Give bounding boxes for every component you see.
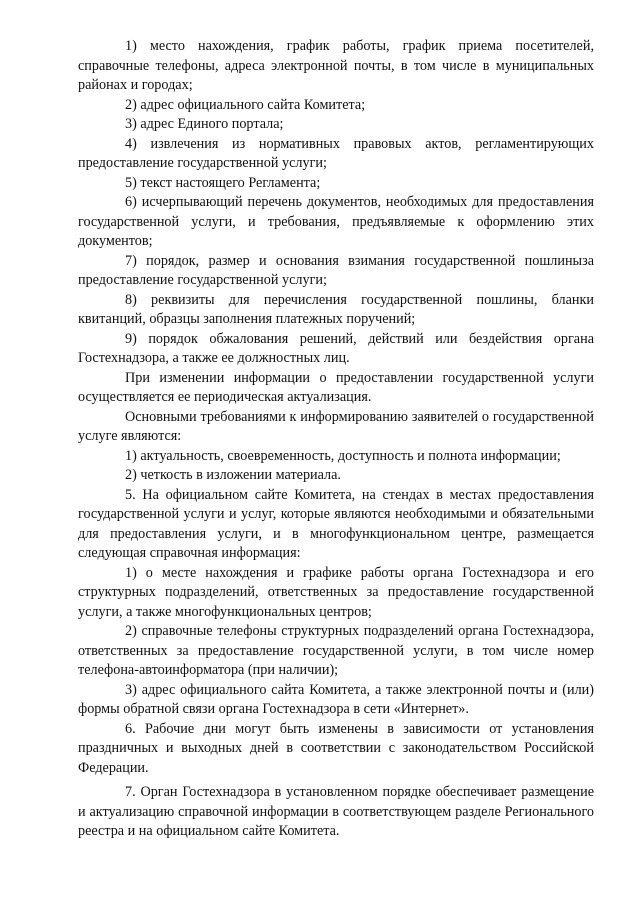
paragraph-info-regulation-text: 5) текст настоящего Регламента;: [125, 174, 321, 191]
paragraph-info-legal-extracts: 4) извлечения из нормативных правовых актов, регламентирующих предоставление государственной услуги;: [78, 135, 594, 171]
paragraph-requirement-relevance: 1) актуальность, своевременность, доступность и полнота информации;: [125, 447, 561, 464]
paragraph-section-7: 7. Орган Гостехнадзора в установленном порядке обеспечивает размещение и актуализацию справочной информации в соответствующем разделе Регионального реестра и на официальном сайте Комитета.: [78, 784, 594, 839]
paragraph-section-5: 5. На официальном сайте Комитета, на стендах в местах предоставления государственной услуги и услуг, которые являются необходимыми и обязательными для предоставления услуги, и в многофункциональном центре, размещается следующая справочная информация:: [78, 486, 594, 561]
paragraph-info-website: 2) адрес официального сайта Комитета;: [125, 96, 366, 113]
paragraph-info-appeal: 9) порядок обжалования решений, действий или бездействия органа Гостехнадзора, а также ее должностных лиц.: [78, 330, 594, 366]
paragraph-info-location: 1) место нахождения, график работы, график приема посетителей, справочные телефоны, адреса электронной почты, в том числе в муниципальных районах и городах;: [78, 38, 594, 93]
paragraph-ref-phones: 2) справочные телефоны структурных подразделений органа Гостехнадзора, ответственных за предоставление государственной услуги, в том числе номер телефона-автоинформатора (при наличии);: [78, 623, 594, 678]
document-page: [78, 37, 594, 842]
paragraph-requirement-clarity: 2) четкость в изложении материала.: [125, 467, 341, 483]
paragraph-ref-location: 1) о месте нахождения и графике работы органа Гостехнадзора и его структурных подразделений, ответственных за предоставление государственной услуги, а также многофункциональных центров;: [78, 564, 594, 620]
paragraph-info-portal: 3) адрес Единого портала;: [125, 116, 284, 132]
paragraph-ref-website: 3) адрес официального сайта Комитета, а также электронной почты и (или) формы обратной связи органа Гостехнадзора в сети «Интернет».: [78, 681, 594, 717]
paragraph-update-notice: При изменении информации о предоставлении государственной услуги осуществляется ее периодическая актуализация.: [78, 369, 594, 405]
paragraph-requirements-intro: Основными требованиями к информированию заявителей о государственной услуге являются:: [78, 408, 594, 444]
paragraph-info-fee-details: 8) реквизиты для перечисления государственной пошлины, бланки квитанций, образцы заполнения платежных поручений;: [78, 291, 594, 327]
paragraph-info-fee-procedure: 7) порядок, размер и основания взимания государственной пошлиныза предоставление государственной услуги;: [78, 252, 594, 288]
paragraph-section-6: 6. Рабочие дни могут быть изменены в зависимости от установления праздничных и выходных дней в соответствии с законодательством Российской Федерации.: [78, 720, 594, 776]
paragraph-info-documents-list: 6) исчерпывающий перечень документов, необходимых для предоставления государственной услуги, и требования, предъявляемые к оформлению этих документов;: [78, 194, 594, 249]
